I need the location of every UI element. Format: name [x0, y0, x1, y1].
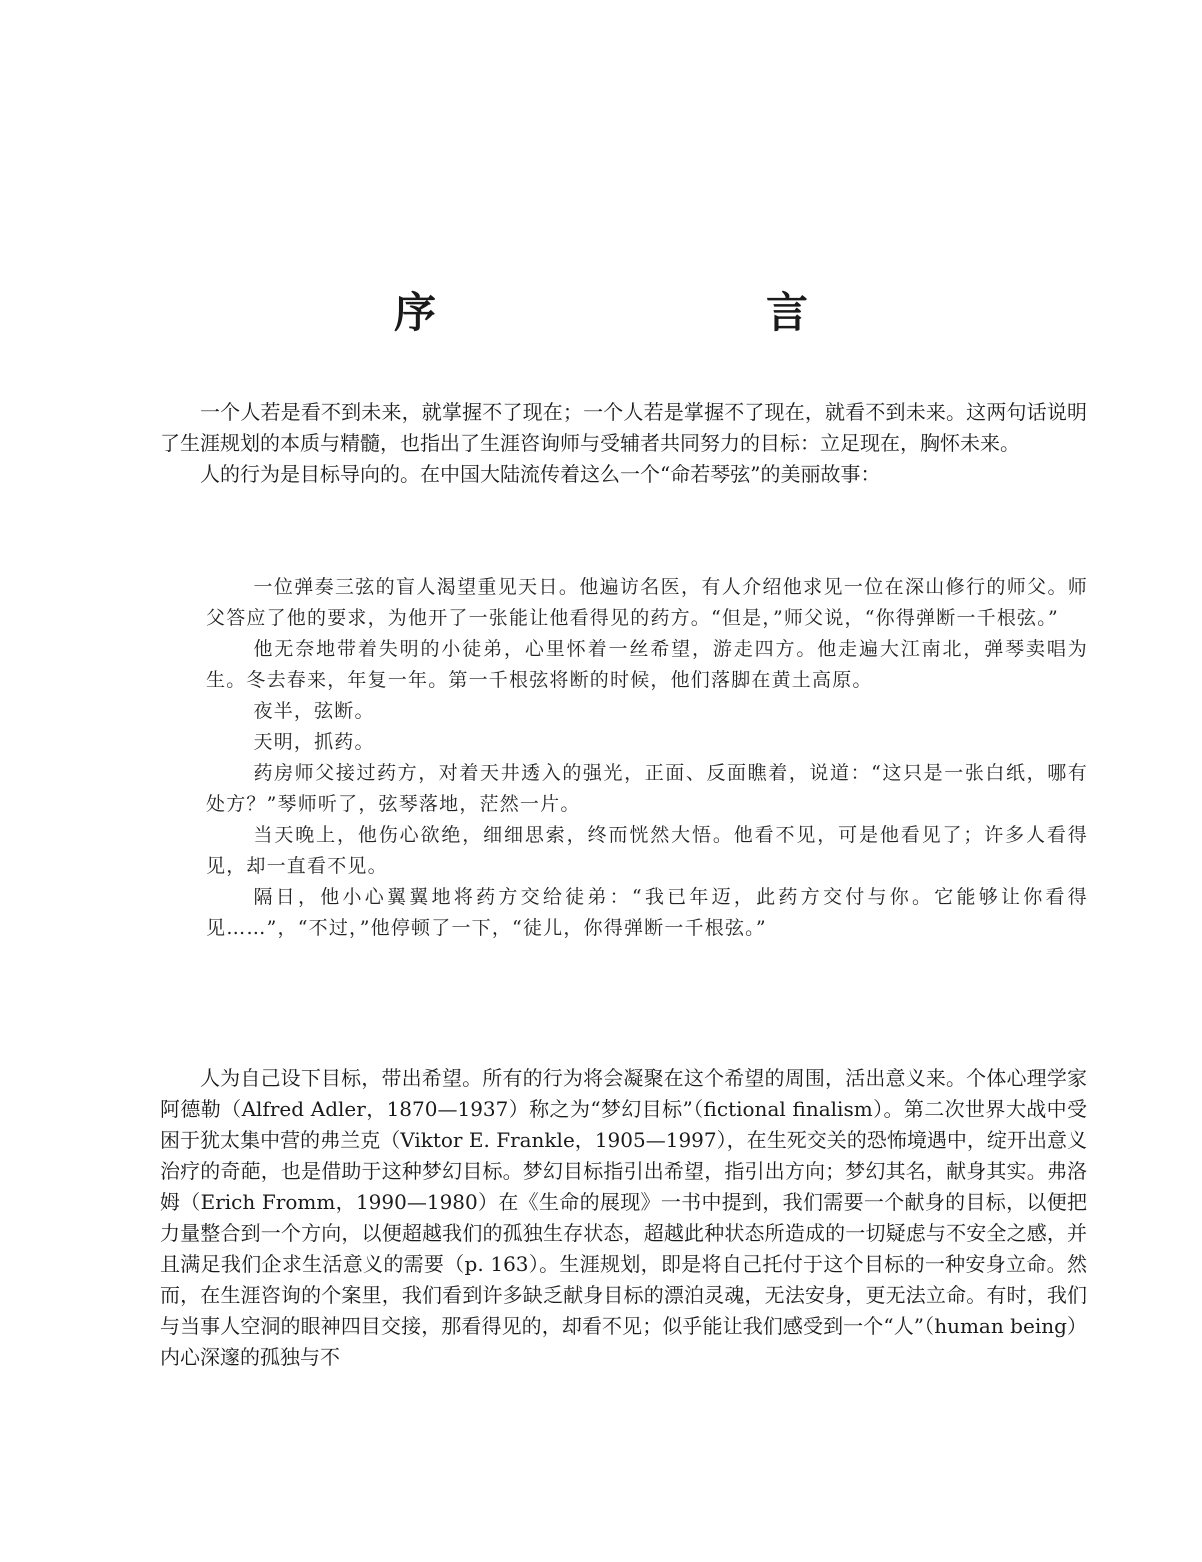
paragraph: 一个人若是看不到未来，就掌握不了现在；一个人若是掌握不了现在，就看不到未来。这两句话说明了生涯规划的本质与精髓，也指出了生涯咨询师与受辅者共同努力的目标：立足现在，胸怀未来。 — [160, 400, 1087, 455]
story-paragraph: 药房师父接过药方，对着天井透入的强光，正面、反面瞧着，说道：“这只是一张白纸，哪有处方？”琴师听了，弦琴落地，茫然一片。 — [206, 762, 1088, 815]
story-paragraph: 天明，抓药。 — [253, 731, 375, 753]
story-quote-block — [206, 572, 1088, 944]
paragraph: 人为自己设下目标，带出希望。所有的行为将会凝聚在这个希望的周围，活出意义来。个体心理学家阿德勒（Alfred Adler，1870—1937）称之为“梦幻目标”（fictional finalism）。第二次世界大战中受困于犹太集中营的弗兰克（Viktor E. Frankle，1905—1997），在生死交关的恐怖境遇中，绽开出意义治疗的奇葩，也是借助于这种梦幻目标。梦幻目标指引出希望，指引出方向；梦幻其名，献身其实。弗洛姆（Erich Fromm，1990—1980）在《生命的展现》一书中提到，我们需要一个献身的目标，以便把力量整合到一个方向，以便超越我们的孤独生存状态，超越此种状态所造成的一切疑虑与不安全之感，并且满足我们企求生活意义的需要（p. 163）。生涯规划，即是将自己托付于这个目标的一种安身立命。然而，在生涯咨询的个案里，我们看到许多缺乏献身目标的漂泊灵魂，无法安身，更无法立命。有时，我们与当事人空洞的眼神四目交接，那看得见的，却看不见；似乎能让我们感受到一个“人”（human being）内心深邃的孤独与不 — [160, 1066, 1087, 1369]
paragraph: 人的行为是目标导向的。在中国大陆流传着这么一个“命若琴弦”的美丽故事： — [200, 462, 881, 486]
main-discussion-section — [160, 1063, 1087, 1373]
story-paragraph: 夜半，弦断。 — [253, 700, 375, 722]
story-paragraph: 他无奈地带着失明的小徒弟，心里怀着一丝希望，游走四方。他走遍大江南北，弹琴卖唱为生。冬去春来，年复一年。第一千根弦将断的时候，他们落脚在黄土高原。 — [206, 638, 1088, 691]
story-paragraph: 一位弹奏三弦的盲人渴望重见天日。他遍访名医，有人介绍他求见一位在深山修行的师父。师父答应了他的要求，为他开了一张能让他看得见的药方。“但是，”师父说，“你得弹断一千根弦。” — [206, 576, 1088, 629]
page-title: 序 言 — [393, 288, 890, 337]
story-paragraph: 隔日，他小心翼翼地将药方交给徒弟：“我已年迈，此药方交付与你。它能够让你看得见……”，“不过，”他停顿了一下，“徒儿，你得弹断一千根弦。” — [206, 886, 1088, 939]
story-paragraph: 当天晚上，他伤心欲绝，细细思索，终而恍然大悟。他看不见，可是他看见了；许多人看得见，却一直看不见。 — [206, 824, 1088, 877]
intro-section — [160, 397, 1087, 490]
